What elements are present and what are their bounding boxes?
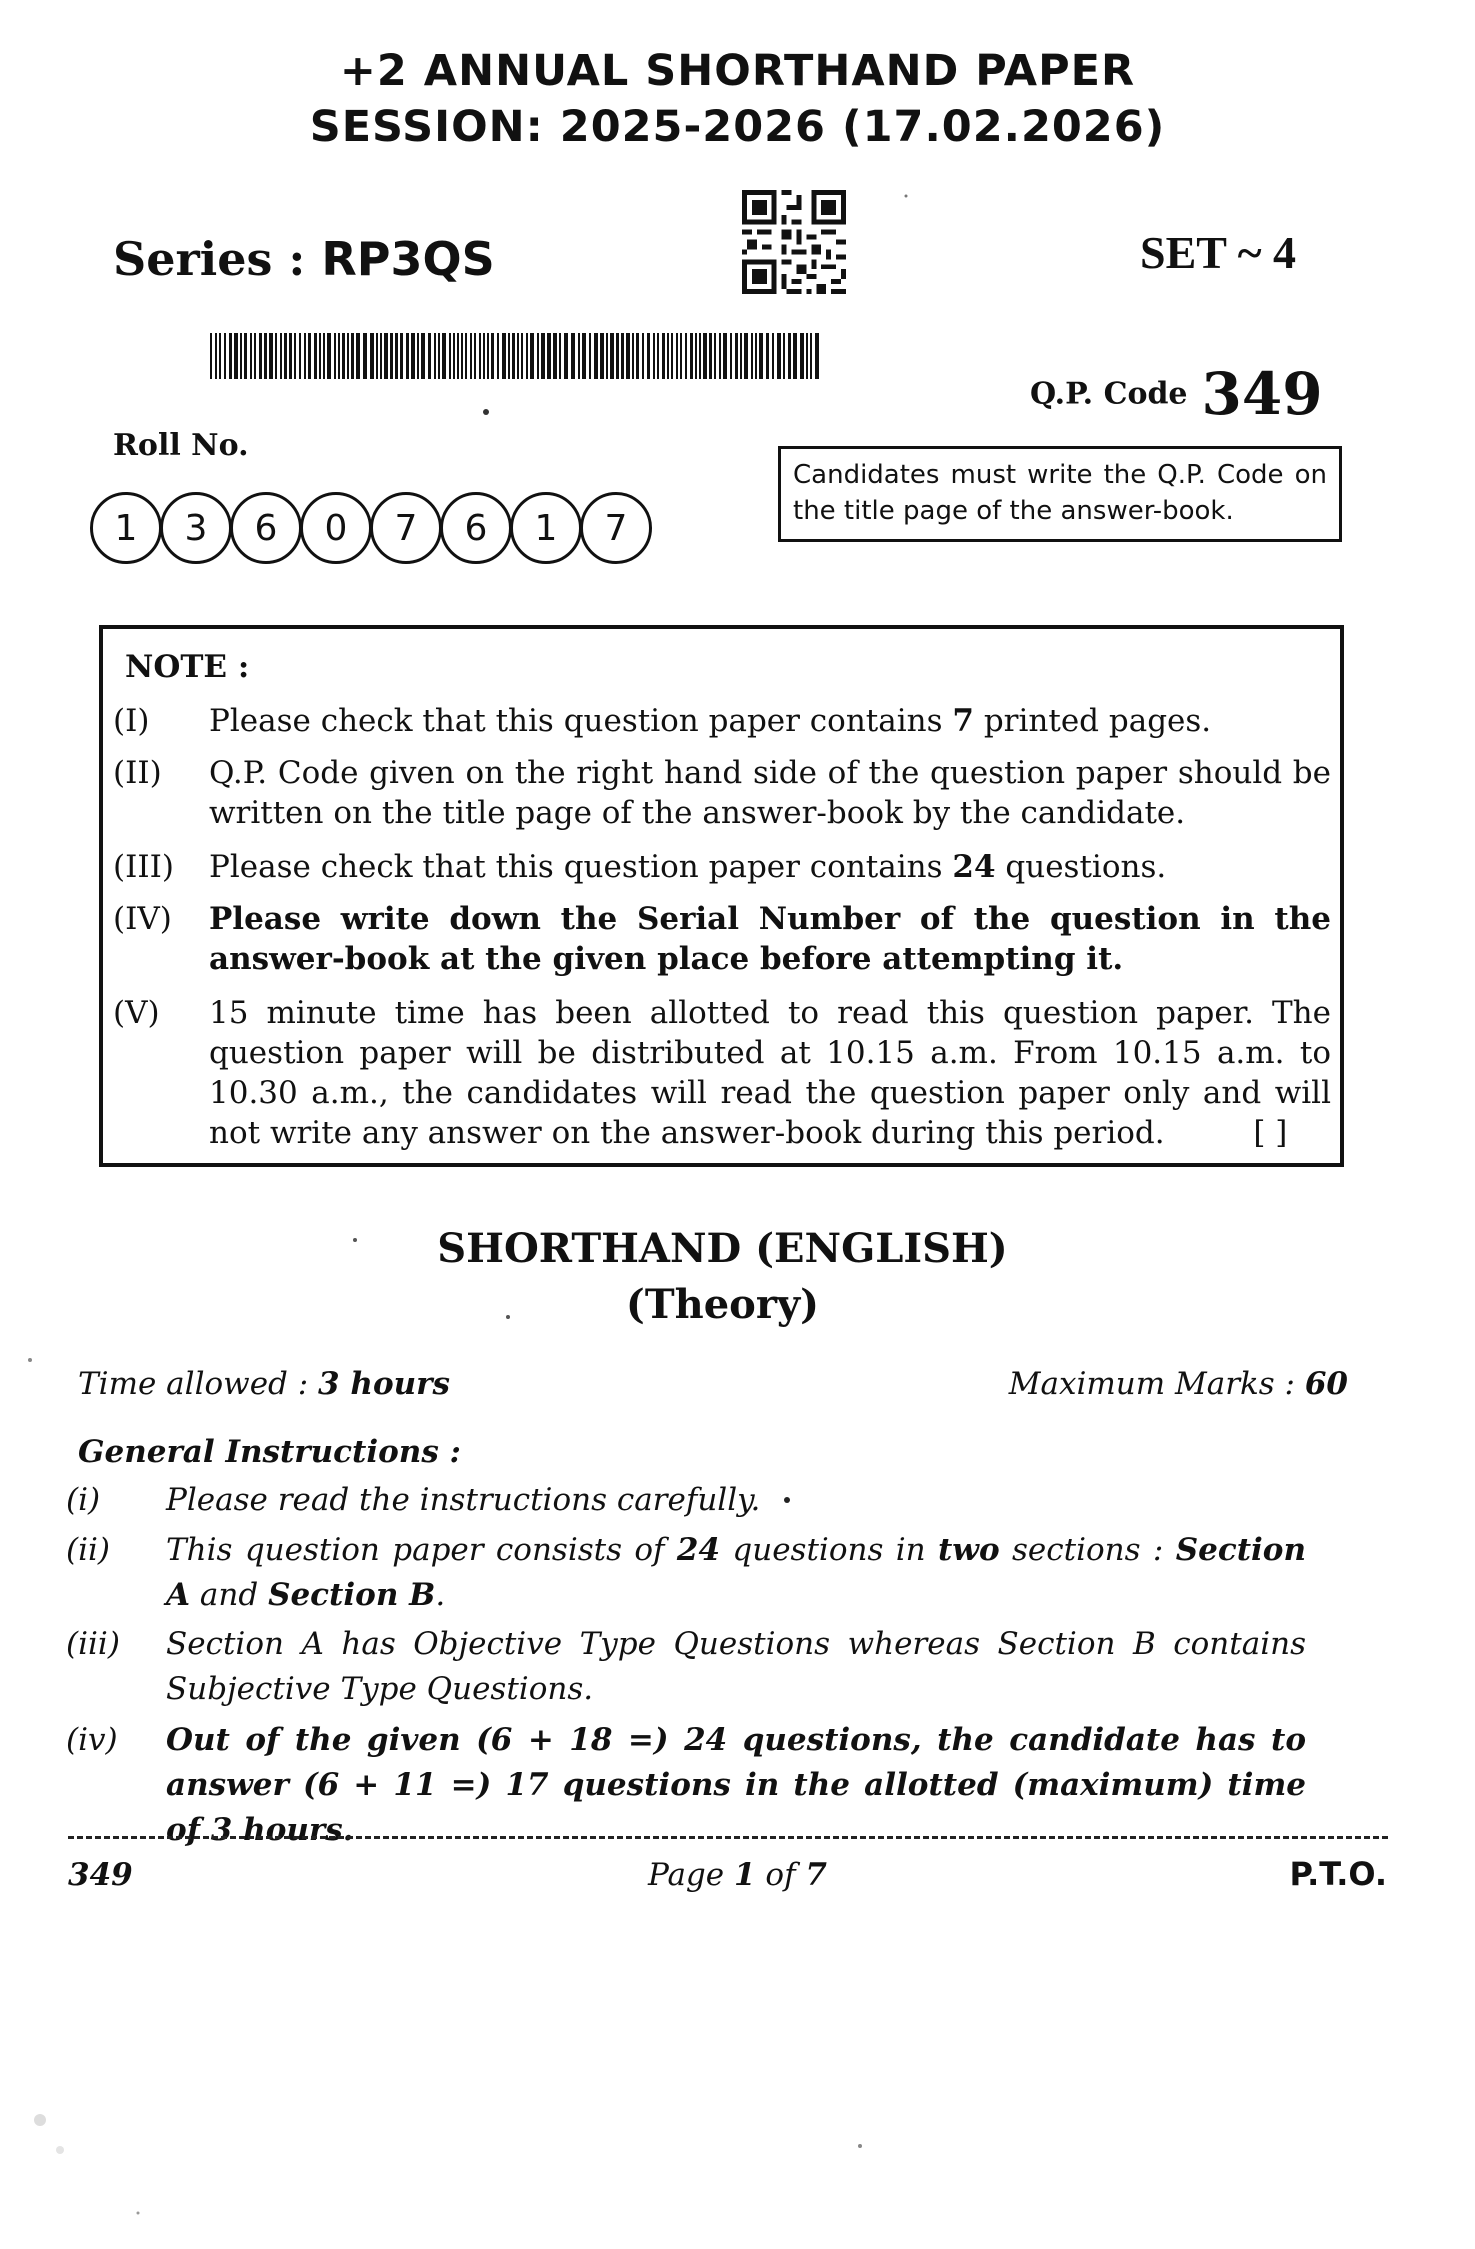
note-item-number: (IV) bbox=[113, 901, 172, 937]
barcode-stripe bbox=[453, 333, 455, 379]
barcode-stripe bbox=[695, 333, 697, 379]
barcode-stripe bbox=[636, 333, 639, 379]
subject-subtitle: (Theory) bbox=[625, 1281, 820, 1328]
note-item-text: Please write down the Serial Number of the question in the answer-book at the given place before attempting it. bbox=[209, 901, 1331, 977]
barcode-stripe bbox=[806, 333, 808, 379]
note-item-number: (I) bbox=[113, 703, 150, 739]
barcode-stripe bbox=[788, 333, 791, 379]
barcode-stripe bbox=[547, 333, 551, 379]
barcode-stripe bbox=[421, 333, 425, 379]
barcode-stripe bbox=[719, 333, 721, 379]
barcode-stripe bbox=[530, 333, 534, 379]
barcode-stripe bbox=[294, 333, 296, 379]
candidate-instruction-box: Candidates must write the Q.P. Code on the title page of the answer-book. bbox=[778, 446, 1342, 542]
barcode-stripe bbox=[338, 333, 340, 379]
barcode-stripe bbox=[647, 333, 650, 379]
barcode-stripe bbox=[457, 333, 459, 379]
barcode-stripe bbox=[449, 333, 451, 379]
barcode-stripe bbox=[280, 333, 282, 379]
instruction-number: (i) bbox=[66, 1482, 101, 1518]
instruction-text-bold: 24 bbox=[676, 1532, 721, 1568]
barcode-stripe bbox=[479, 333, 481, 379]
barcode-stripe bbox=[299, 333, 301, 379]
roll-digit: 3 bbox=[160, 492, 232, 564]
barcode-stripe bbox=[356, 333, 360, 379]
instruction-text-bold: two bbox=[937, 1532, 1000, 1568]
barcode-stripe bbox=[438, 333, 440, 379]
barcode-stripe bbox=[777, 333, 781, 379]
barcode-stripe bbox=[735, 333, 738, 379]
roll-digit: 0 bbox=[300, 492, 372, 564]
instruction-text-part: and bbox=[190, 1577, 269, 1613]
barcode-stripe bbox=[491, 333, 494, 379]
barcode-stripe bbox=[269, 333, 273, 379]
roll-number-bubbles bbox=[90, 492, 650, 570]
barcode-stripe bbox=[690, 333, 693, 379]
barcode-stripe bbox=[370, 333, 374, 379]
set-number: SET ~ 4 bbox=[1140, 227, 1297, 278]
barcode-stripe bbox=[470, 333, 472, 379]
barcode-stripe bbox=[676, 333, 678, 379]
barcode-stripe bbox=[621, 333, 624, 379]
barcode-stripe bbox=[772, 333, 774, 379]
instruction-number: (iv) bbox=[66, 1722, 118, 1758]
barcode-stripe bbox=[406, 333, 409, 379]
barcode-stripe bbox=[642, 333, 644, 379]
instruction-text-bold: Section B bbox=[268, 1577, 436, 1613]
page-label: Page bbox=[647, 1857, 734, 1893]
barcode-stripe bbox=[351, 333, 354, 379]
roll-digit: 7 bbox=[580, 492, 652, 564]
series-prefix: Series : bbox=[113, 232, 322, 286]
barcode-stripe bbox=[219, 333, 221, 379]
barcode-stripe bbox=[740, 333, 742, 379]
barcode-stripe bbox=[667, 333, 669, 379]
barcode-stripe bbox=[417, 333, 419, 379]
barcode-stripe bbox=[537, 333, 539, 379]
barcode-stripe bbox=[380, 333, 382, 379]
barcode-stripe bbox=[254, 333, 256, 379]
note-title: NOTE : bbox=[125, 649, 250, 685]
note-text-part: Please check that this question paper contains bbox=[209, 849, 953, 885]
barcode-stripe bbox=[751, 333, 753, 379]
barcode-stripe bbox=[483, 333, 485, 379]
barcode-stripe bbox=[521, 333, 523, 379]
roll-digit: 1 bbox=[90, 492, 162, 564]
barcode-stripe bbox=[559, 333, 561, 379]
instruction-number: (ii) bbox=[66, 1532, 111, 1568]
instruction-text-part: This question paper consists of bbox=[166, 1532, 677, 1568]
roll-no-label: Roll No. bbox=[113, 428, 249, 463]
barcode-stripe bbox=[703, 333, 707, 379]
barcode-stripe bbox=[395, 333, 398, 379]
note-item-text bbox=[209, 847, 1331, 887]
barcode-stripe bbox=[384, 333, 388, 379]
barcode-stripe bbox=[319, 333, 321, 379]
barcode-stripe bbox=[224, 333, 226, 379]
barcode-stripe bbox=[502, 333, 506, 379]
roll-digit: 1 bbox=[510, 492, 582, 564]
time-allowed-label: Time allowed : bbox=[78, 1366, 319, 1402]
general-instructions-title: General Instructions : bbox=[78, 1434, 462, 1470]
barcode-stripe bbox=[334, 333, 336, 379]
instruction-text-part: sections : bbox=[999, 1532, 1176, 1568]
note-item-text: Q.P. Code given on the right hand side of the question paper should be written on the title page of the answer-book by the candidate. bbox=[209, 755, 1331, 831]
series-code: RP3QS bbox=[321, 232, 495, 286]
barcode-stripe bbox=[616, 333, 619, 379]
barcode-stripe bbox=[810, 333, 812, 379]
barcode-stripe bbox=[653, 333, 655, 379]
page-number bbox=[0, 1857, 1475, 1893]
time-allowed bbox=[78, 1366, 450, 1402]
barcode-stripe bbox=[474, 333, 476, 379]
barcode-stripe bbox=[434, 333, 436, 379]
barcode-stripe bbox=[744, 333, 748, 379]
note-item-number: (V) bbox=[113, 995, 160, 1031]
note-text-part: questions. bbox=[995, 849, 1167, 885]
qp-code-label: Q.P. Code bbox=[1030, 376, 1188, 412]
barcode-stripe bbox=[342, 333, 345, 379]
instruction-text bbox=[166, 1528, 1306, 1618]
barcode-stripe bbox=[662, 333, 665, 379]
page-of: of bbox=[755, 1857, 806, 1893]
barcode-stripe bbox=[210, 333, 212, 379]
barcode-stripe bbox=[497, 333, 499, 379]
time-allowed-value: 3 hours bbox=[318, 1366, 450, 1402]
series-label bbox=[113, 232, 495, 286]
barcode-stripe bbox=[594, 333, 598, 379]
roll-digit: 7 bbox=[370, 492, 442, 564]
barcode-stripe bbox=[390, 333, 393, 379]
barcode-stripe bbox=[376, 333, 378, 379]
barcode-stripe bbox=[284, 333, 287, 379]
barcode-stripe bbox=[657, 333, 659, 379]
please-turn-over: P.T.O. bbox=[1289, 1855, 1387, 1893]
barcode-stripe bbox=[783, 333, 785, 379]
instruction-text: Out of the given (6 + 18 =) 24 questions, the candidate has to answer (6 + 11 =) 17 questions in the allotted (maximum) time of 3 hours. bbox=[166, 1722, 1306, 1848]
qp-code-block bbox=[1030, 360, 1323, 428]
instruction-text: Section A has Objective Type Questions whereas Section B contains Subjective Type Questions. bbox=[166, 1626, 1306, 1707]
barcode-stripe bbox=[304, 333, 306, 379]
barcode-stripe bbox=[428, 333, 431, 379]
barcode-stripe bbox=[250, 333, 252, 379]
barcode-stripe bbox=[323, 333, 325, 379]
max-marks-label: Maximum Marks : bbox=[1008, 1366, 1305, 1402]
barcode-stripe bbox=[671, 333, 673, 379]
barcode-stripe bbox=[793, 333, 797, 379]
barcode-stripe bbox=[487, 333, 489, 379]
barcode-stripe bbox=[411, 333, 415, 379]
barcode-stripe bbox=[610, 333, 614, 379]
barcode-stripe bbox=[759, 333, 763, 379]
barcode-stripe bbox=[289, 333, 292, 379]
note-text-part: Please check that this question paper contains bbox=[209, 703, 953, 739]
footer-qp-code: 349 bbox=[68, 1857, 133, 1893]
barcode-icon bbox=[210, 333, 820, 379]
qr-code-icon bbox=[742, 190, 846, 294]
note-text-part: printed pages. bbox=[973, 703, 1212, 739]
note-item-number: (III) bbox=[113, 849, 174, 885]
barcode-stripe bbox=[264, 333, 267, 379]
instruction-text-part: questions in bbox=[720, 1532, 938, 1568]
barcode-stripe bbox=[465, 333, 467, 379]
barcode-stripe bbox=[512, 333, 515, 379]
barcode-stripe bbox=[571, 333, 575, 379]
barcode-stripe bbox=[541, 333, 545, 379]
roll-digit: 6 bbox=[440, 492, 512, 564]
barcode-stripe bbox=[229, 333, 232, 379]
note-item-text bbox=[209, 993, 1331, 1153]
barcode-stripe bbox=[442, 333, 446, 379]
barcode-stripe bbox=[564, 333, 568, 379]
note-box bbox=[99, 625, 1344, 1167]
barcode-stripe bbox=[730, 333, 732, 379]
maximum-marks bbox=[1009, 1366, 1348, 1402]
barcode-stripe bbox=[234, 333, 238, 379]
instruction-text: Please read the instructions carefully. bbox=[166, 1482, 761, 1518]
session-line: SESSION: 2025-2026 (17.02.2026) bbox=[309, 102, 1166, 152]
note-item-number: (II) bbox=[113, 755, 162, 791]
instruction-text-bold: Section A bbox=[166, 1532, 1306, 1613]
barcode-stripe bbox=[606, 333, 608, 379]
qp-code-value: 349 bbox=[1201, 360, 1323, 428]
barcode-stripe bbox=[240, 333, 242, 379]
note-text-part: 15 minute time has been allotted to read this question paper. The question paper will be distributed at 10.15 a.m. From 10.15 a.m. to 10.30 a.m., the candidates will read the question paper only and will not write any answer on the answer-book during this period. bbox=[209, 995, 1331, 1151]
barcode-stripe bbox=[699, 333, 701, 379]
page-current: 1 bbox=[733, 1857, 756, 1893]
barcode-stripe bbox=[582, 333, 586, 379]
barcode-stripe bbox=[327, 333, 331, 379]
barcode-stripe bbox=[714, 333, 716, 379]
barcode-stripe bbox=[461, 333, 463, 379]
barcode-stripe bbox=[800, 333, 804, 379]
barcode-stripe bbox=[517, 333, 519, 379]
barcode-stripe bbox=[709, 333, 712, 379]
barcode-stripe bbox=[815, 333, 819, 379]
instruction-text-part: . bbox=[435, 1577, 446, 1613]
barcode-stripe bbox=[347, 333, 349, 379]
barcode-stripe bbox=[553, 333, 557, 379]
barcode-stripe bbox=[632, 333, 634, 379]
footer-divider bbox=[68, 1836, 1388, 1839]
barcode-stripe bbox=[275, 333, 277, 379]
barcode-stripe bbox=[626, 333, 630, 379]
barcode-stripe bbox=[215, 333, 217, 379]
page-total: 7 bbox=[805, 1857, 827, 1893]
barcode-stripe bbox=[680, 333, 682, 379]
barcode-stripe bbox=[314, 333, 317, 379]
barcode-stripe bbox=[308, 333, 311, 379]
max-marks-value: 60 bbox=[1304, 1366, 1348, 1402]
barcode-stripe bbox=[259, 333, 262, 379]
barcode-stripe bbox=[526, 333, 528, 379]
subject-title: SHORTHAND (ENGLISH) bbox=[437, 1225, 1008, 1272]
barcode-stripe bbox=[363, 333, 367, 379]
barcode-stripe bbox=[589, 333, 591, 379]
barcode-stripe bbox=[400, 333, 403, 379]
instruction-number: (iii) bbox=[66, 1626, 120, 1662]
barcode-stripe bbox=[755, 333, 757, 379]
barcode-stripe bbox=[578, 333, 580, 379]
paper-title: +2 ANNUAL SHORTHAND PAPER bbox=[339, 46, 1136, 96]
barcode-stripe bbox=[766, 333, 769, 379]
note-text-bold: 24 bbox=[952, 849, 996, 885]
note-checkbox-bracket: [ ] bbox=[1253, 1115, 1288, 1151]
barcode-stripe bbox=[600, 333, 604, 379]
roll-digit: 6 bbox=[230, 492, 302, 564]
barcode-stripe bbox=[244, 333, 247, 379]
barcode-stripe bbox=[508, 333, 510, 379]
barcode-stripe bbox=[685, 333, 687, 379]
barcode-stripe bbox=[723, 333, 727, 379]
note-item-text bbox=[209, 701, 1331, 741]
note-text-bold: 7 bbox=[952, 703, 974, 739]
